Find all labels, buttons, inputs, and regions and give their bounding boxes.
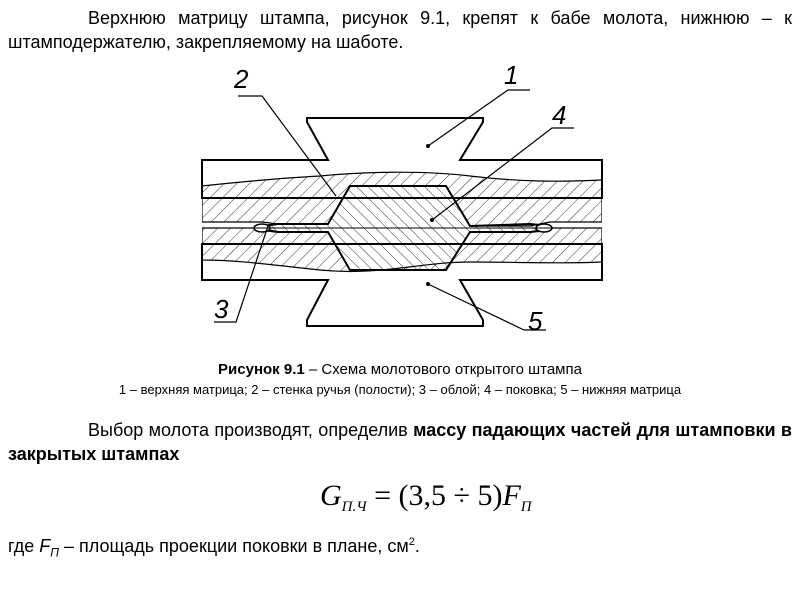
formula-eq: =	[366, 479, 399, 512]
figure-caption	[0, 360, 800, 380]
figure-legend: 1 – верхняя матрица; 2 – стенка ручья (полости); 3 – облой; 4 – поковка; 5 – нижняя матрица	[118, 382, 682, 397]
caption-number: Рисунок 9.1	[218, 361, 305, 378]
label-4: 4	[552, 100, 567, 130]
where-line	[8, 530, 420, 565]
formula	[320, 476, 532, 527]
where-var: F	[39, 536, 51, 556]
label-5: 5	[528, 306, 543, 336]
formula-rhs-sub: П	[520, 499, 532, 515]
where-unit-sup: 2	[408, 536, 415, 548]
formula-rhs: F	[502, 479, 521, 512]
where-prefix: где	[8, 536, 40, 556]
intro-text: Верхнюю матрицу штампа, рисунок 9.1, крепят к бабе молота, нижнюю – к штамподержателю, закрепляемому на шаботе.	[8, 8, 792, 52]
where-text: – площадь проекции поковки в плане, см	[58, 536, 409, 556]
caption-text: – Схема молотового открытого штампа	[304, 361, 582, 378]
selection-paragraph	[8, 418, 792, 466]
label-3: 3	[214, 294, 229, 324]
label-2: 2	[234, 64, 249, 94]
selection-text: Выбор молота производят, определив	[88, 420, 414, 440]
formula-body: (3,5 ÷ 5)	[398, 479, 503, 512]
label-1: 1	[504, 60, 519, 90]
formula-lhs-sub: П.Ч	[341, 499, 367, 515]
where-var-sub: П	[50, 545, 59, 560]
where-end: .	[414, 536, 420, 556]
formula-lhs: G	[320, 479, 342, 512]
selection-bold: массу падающих частей для штамповки в закрытых штампах	[8, 420, 792, 464]
